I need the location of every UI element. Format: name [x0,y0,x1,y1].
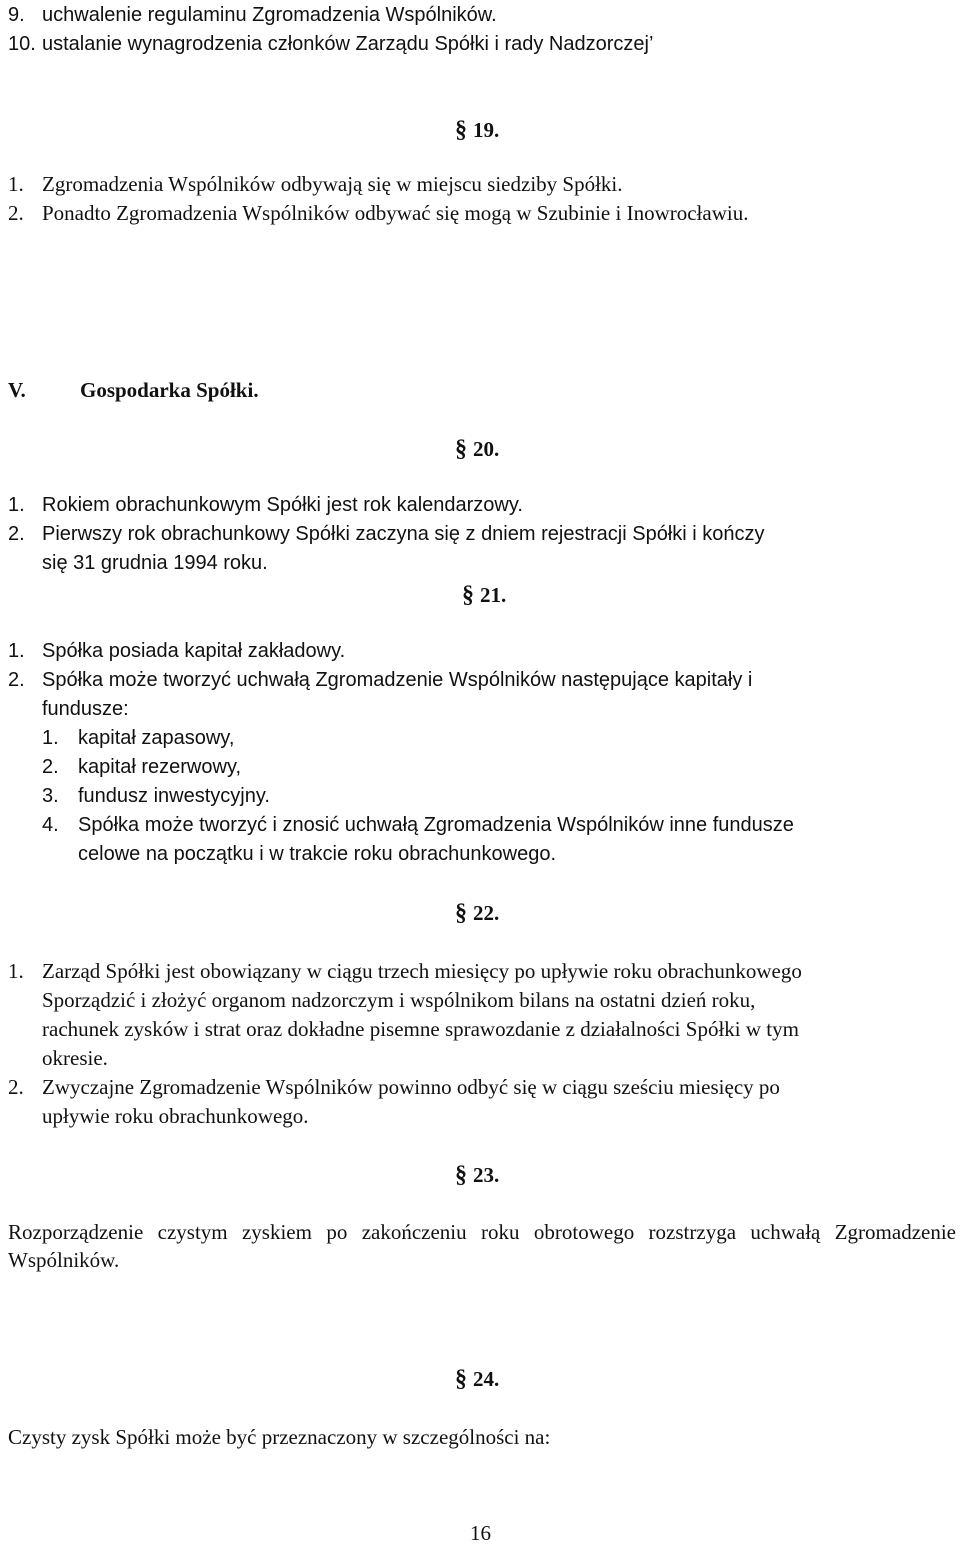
list-item [8,171,623,197]
paragraph-symbol: § [462,582,474,608]
list-item-continuation: się 31 grudnia 1994 roku. [42,552,268,574]
section-number: 23. [473,1163,500,1187]
list-text: Spółka może tworzyć i znosić uchwałą Zgromadzenia Wspólników inne fundusze [78,814,794,836]
list-item-continuation: upływie roku obrachunkowego. [42,1104,309,1128]
list-item [8,521,765,547]
list-item-continuation: okresie. [42,1046,108,1070]
paragraph-symbol: § [455,900,467,926]
sub-list-item [42,783,270,809]
list-number: 1. [42,727,59,749]
section-21-heading [462,582,506,609]
section-number: 20. [473,437,500,461]
list-text: Rokiem obrachunkowym Spółki jest rok kalendarzowy. [42,494,523,516]
chapter-title: Gospodarka Spółki. [80,378,259,402]
sub-list-item [42,754,241,780]
section-number: 22. [473,901,500,925]
list-item [8,958,802,984]
list-number: 9. [8,4,25,26]
list-text: Pierwszy rok obrachunkowy Spółki zaczyna się z dniem rejestracji Spółki i kończy [42,523,765,545]
list-number: 1. [8,959,24,983]
list-text: fundusz inwestycyjny. [78,785,270,807]
chapter-heading [8,378,259,403]
list-text: kapitał zapasowy, [78,727,235,749]
list-number: 1. [8,640,25,662]
list-text: Ponadto Zgromadzenia Wspólników odbywać się mogą w Szubinie i Inowrocławiu. [42,201,749,225]
list-item [8,31,653,57]
section-23-heading [455,1162,499,1189]
list-text: uchwalenie regulaminu Zgromadzenia Wspólników. [42,4,497,26]
sub-list-item [42,725,234,751]
list-number: 2. [8,201,24,225]
list-item-continuation: fundusze: [42,698,129,720]
list-number: 3. [42,785,59,807]
list-number: 2. [42,756,59,778]
list-number: 10. [8,33,36,55]
list-text: Zarząd Spółki jest obowiązany w ciągu trzech miesięcy po upływie roku obrachunkowego [42,959,802,983]
list-number: 1. [8,172,24,196]
section-24-heading [455,1366,499,1393]
paragraph-text: Czysty zysk Spółki może być przeznaczony w szczególności na: [8,1425,551,1449]
paragraph-symbol: § [455,436,467,462]
section-number: 19. [473,118,500,142]
list-text: Spółka może tworzyć uchwałą Zgromadzenie Wspólników następujące kapitały i [42,669,753,691]
list-text: Zgromadzenia Wspólników odbywają się w miejscu siedziby Spółki. [42,172,623,196]
list-number: 4. [42,814,59,836]
list-item [8,667,752,693]
list-number: 2. [8,669,25,691]
paragraph-symbol: § [455,117,467,143]
paragraph-text: Rozporządzenie czystym zyskiem po zakończeniu roku obrotowego rozstrzyga uchwałą Zgromadzenie Wspólników. [8,1220,956,1272]
list-item-continuation: Sporządzić i złożyć organom nadzorczym i wspólnikom bilans na ostatni dzień roku, [42,988,756,1012]
list-number: 2. [8,523,25,545]
section-22-heading [455,900,499,927]
section-number: 21. [480,583,507,607]
paragraph-symbol: § [455,1366,467,1392]
list-item-continuation: rachunek zysków i strat oraz dokładne pisemne sprawozdanie z działalności Spółki w tym [42,1017,799,1041]
list-item [8,1074,780,1100]
list-number: 2. [8,1075,24,1099]
list-item [42,812,794,838]
list-item [8,200,748,226]
list-item [8,638,345,664]
list-text: Spółka posiada kapitał zakładowy. [42,640,346,662]
chapter-number: V. [8,378,26,402]
section-20-heading [455,436,499,463]
paragraph-symbol: § [455,1162,467,1188]
list-text: ustalanie wynagrodzenia członków Zarządu Spółki i rady Nadzorczej’ [42,33,654,55]
list-item-continuation: celowe na początku i w trakcie roku obrachunkowego. [78,843,557,865]
list-number: 1. [8,494,25,516]
section-number: 24. [473,1367,500,1391]
list-item [8,492,523,518]
page-number: 16 [470,1521,491,1545]
section-19-heading [455,117,499,144]
list-text: kapitał rezerwowy, [78,756,242,778]
list-item [8,2,497,28]
list-text: Zwyczajne Zgromadzenie Wspólników powinno odbyć się w ciągu sześciu miesięcy po [42,1075,780,1099]
